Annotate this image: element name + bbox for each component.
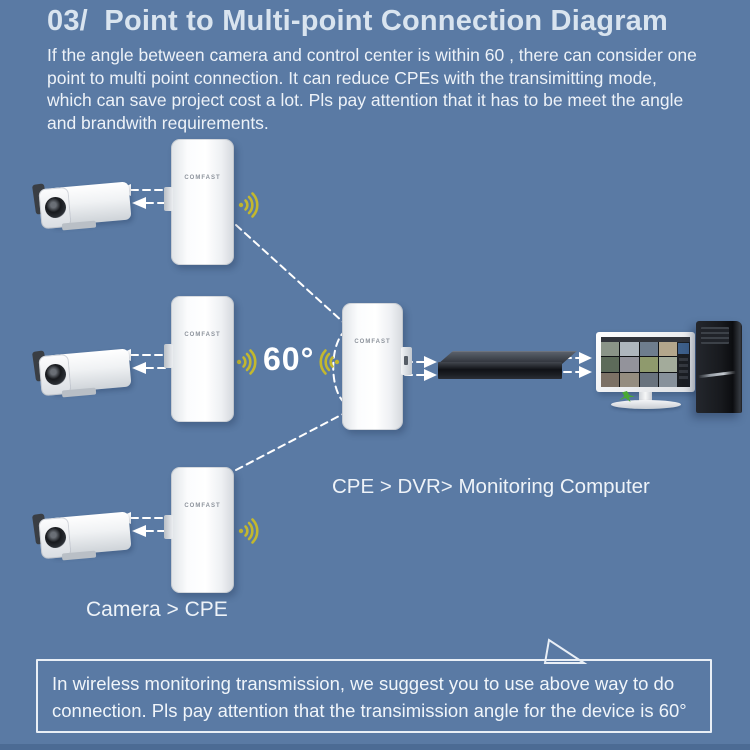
note-line: In wireless monitoring transmission, we suggest you to use above way to do <box>52 673 675 694</box>
monitor-stand-base <box>611 400 681 409</box>
camera-bracket <box>62 551 96 561</box>
vms-side-panel <box>677 342 690 387</box>
cctv-thumbnail <box>640 357 658 371</box>
cpe-device <box>171 139 234 265</box>
arrow-right-icon <box>424 356 437 368</box>
cctv-thumbnail <box>659 342 677 356</box>
camera-lens-icon <box>45 527 66 548</box>
arrow-left-icon <box>132 362 146 374</box>
cctv-thumbnail <box>620 373 638 387</box>
cpe-device <box>171 467 234 593</box>
wifi-signal-icon <box>239 194 257 217</box>
camera-bracket <box>62 388 96 398</box>
pc-tower <box>696 321 742 413</box>
note-line: connection. Pls pay attention that the transimission angle for the device is 60° <box>52 700 687 721</box>
dvr-device <box>438 362 562 379</box>
cctv-thumbnail <box>601 357 619 371</box>
brand-logo: COMFAST <box>184 175 221 181</box>
cctv-feed-grid <box>601 342 677 387</box>
intro-line: and brandwith requirements. <box>47 112 269 133</box>
wifi-signal-icon <box>239 520 257 543</box>
cctv-thumbnail <box>620 342 638 356</box>
note-callout-box <box>36 659 712 733</box>
brand-logo: COMFAST <box>184 503 221 509</box>
flow-path-label: CPE > DVR> Monitoring Computer <box>332 475 650 498</box>
arrow-left-icon <box>132 525 146 537</box>
brand-logo: COMFAST <box>184 332 221 338</box>
arrow-left-icon <box>132 197 146 209</box>
cpe3-to-center-link <box>236 414 343 470</box>
cpe-mount-bracket <box>164 187 173 211</box>
cpe-mount-bracket <box>401 347 412 375</box>
intro-line: If the angle between camera and control center is within 60 , there can consider one <box>47 45 697 65</box>
arrow-right-icon <box>579 352 592 364</box>
wifi-signal-icon <box>321 351 339 374</box>
cpe-mount-bracket <box>164 344 173 368</box>
page-title: 03/ Point to Multi-point Connection Diagram <box>47 5 669 37</box>
cctv-thumbnail <box>659 373 677 387</box>
monitor-screen <box>601 337 690 387</box>
cctv-thumbnail <box>601 373 619 387</box>
cctv-thumbnail <box>640 342 658 356</box>
camera-cpe-label: Camera > CPE <box>86 598 228 621</box>
camera-lens-icon <box>45 197 66 218</box>
cctv-thumbnail <box>601 342 619 356</box>
cpe-device <box>171 296 234 422</box>
cctv-camera <box>28 343 134 405</box>
intro-line: which can save project cost a lot. Pls pay attention that it has to be meet the angle <box>47 90 684 110</box>
cctv-camera <box>28 176 134 238</box>
brand-logo: COMFAST <box>354 339 391 345</box>
cctv-camera <box>28 506 134 568</box>
intro-line: point to multi point connection. It can reduce CPEs with the transimitting mode, <box>47 67 657 88</box>
angle-value-label: 60° <box>263 341 315 377</box>
central-cpe-device <box>342 303 403 430</box>
cpe-mount-bracket <box>164 515 173 539</box>
arrow-right-icon <box>579 366 592 378</box>
bottom-edge-strip <box>0 744 750 750</box>
camera-bracket <box>62 221 96 231</box>
cctv-thumbnail <box>659 357 677 371</box>
arrow-right-icon <box>424 369 437 381</box>
camera-lens-icon <box>45 364 66 385</box>
cctv-thumbnail <box>640 373 658 387</box>
cctv-thumbnail <box>620 357 638 371</box>
wifi-signal-icon <box>237 351 255 374</box>
cpe1-to-center-link <box>236 225 343 322</box>
